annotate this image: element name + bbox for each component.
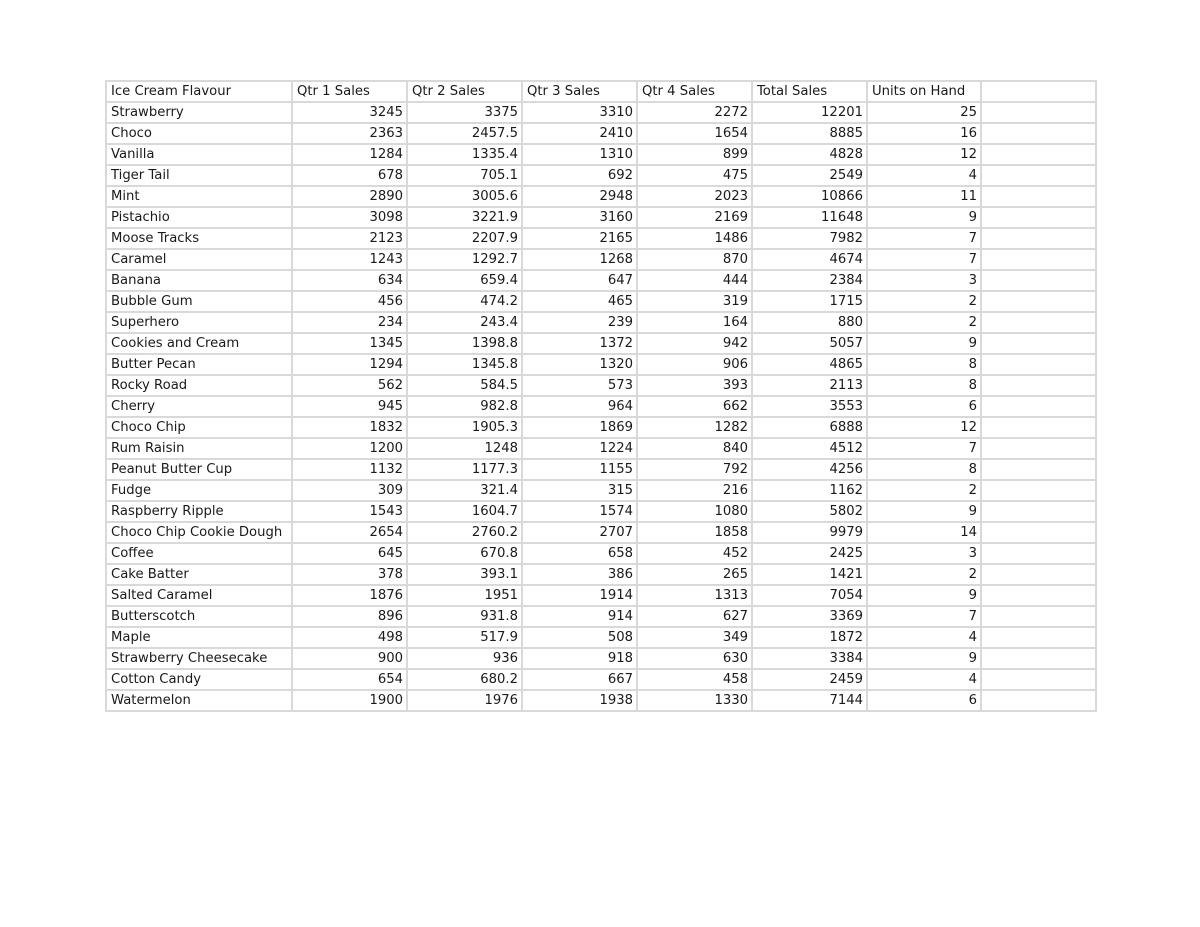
value-cell[interactable]: 4 xyxy=(867,627,981,648)
empty-cell[interactable] xyxy=(981,627,1096,648)
empty-cell[interactable] xyxy=(981,312,1096,333)
table-row xyxy=(106,501,1096,522)
value-cell[interactable]: 2 xyxy=(867,480,981,501)
flavour-cell[interactable]: Choco Chip Cookie Dough xyxy=(106,522,292,543)
value-cell[interactable]: 2457.5 xyxy=(407,123,522,144)
value-cell[interactable]: 216 xyxy=(637,480,752,501)
value-cell[interactable]: 658 xyxy=(522,543,637,564)
value-cell[interactable]: 2272 xyxy=(637,102,752,123)
value-cell[interactable]: 8 xyxy=(867,375,981,396)
value-cell[interactable]: 1155 xyxy=(522,459,637,480)
value-cell[interactable]: 9 xyxy=(867,501,981,522)
value-cell[interactable]: 349 xyxy=(637,627,752,648)
flavour-cell[interactable]: Moose Tracks xyxy=(106,228,292,249)
flavour-cell[interactable]: Cookies and Cream xyxy=(106,333,292,354)
value-cell[interactable]: 2 xyxy=(867,564,981,585)
value-cell[interactable]: 670.8 xyxy=(407,543,522,564)
value-cell[interactable]: 3384 xyxy=(752,648,867,669)
value-cell[interactable]: 12 xyxy=(867,144,981,165)
value-cell[interactable]: 2169 xyxy=(637,207,752,228)
empty-cell[interactable] xyxy=(981,501,1096,522)
column-header[interactable]: Qtr 2 Sales xyxy=(407,81,522,102)
value-cell[interactable]: 9 xyxy=(867,585,981,606)
empty-cell[interactable] xyxy=(981,165,1096,186)
value-cell[interactable]: 900 xyxy=(292,648,407,669)
value-cell[interactable]: 3005.6 xyxy=(407,186,522,207)
value-cell[interactable]: 1869 xyxy=(522,417,637,438)
value-cell[interactable]: 2890 xyxy=(292,186,407,207)
value-cell[interactable]: 2123 xyxy=(292,228,407,249)
flavour-cell[interactable]: Watermelon xyxy=(106,690,292,711)
flavour-cell[interactable]: Rum Raisin xyxy=(106,438,292,459)
empty-cell[interactable] xyxy=(981,123,1096,144)
value-cell[interactable]: 2410 xyxy=(522,123,637,144)
value-cell[interactable]: 1876 xyxy=(292,585,407,606)
empty-cell[interactable] xyxy=(981,459,1096,480)
value-cell[interactable]: 6 xyxy=(867,396,981,417)
value-cell[interactable]: 1905.3 xyxy=(407,417,522,438)
value-cell[interactable]: 3221.9 xyxy=(407,207,522,228)
value-cell[interactable]: 2 xyxy=(867,291,981,312)
value-cell[interactable]: 444 xyxy=(637,270,752,291)
value-cell[interactable]: 627 xyxy=(637,606,752,627)
value-cell[interactable]: 899 xyxy=(637,144,752,165)
table-row xyxy=(106,123,1096,144)
flavour-cell[interactable]: Raspberry Ripple xyxy=(106,501,292,522)
value-cell[interactable]: 840 xyxy=(637,438,752,459)
value-cell[interactable]: 1268 xyxy=(522,249,637,270)
table-row xyxy=(106,522,1096,543)
empty-cell[interactable] xyxy=(981,543,1096,564)
value-cell[interactable]: 1421 xyxy=(752,564,867,585)
flavour-cell[interactable]: Strawberry Cheesecake xyxy=(106,648,292,669)
value-cell[interactable]: 918 xyxy=(522,648,637,669)
table-row xyxy=(106,606,1096,627)
flavour-cell[interactable]: Rocky Road xyxy=(106,375,292,396)
value-cell[interactable]: 2165 xyxy=(522,228,637,249)
flavour-cell[interactable]: Butterscotch xyxy=(106,606,292,627)
value-cell[interactable]: 517.9 xyxy=(407,627,522,648)
flavour-cell[interactable]: Tiger Tail xyxy=(106,165,292,186)
value-cell[interactable]: 562 xyxy=(292,375,407,396)
value-cell[interactable]: 4828 xyxy=(752,144,867,165)
value-cell[interactable]: 1132 xyxy=(292,459,407,480)
value-cell[interactable]: 1604.7 xyxy=(407,501,522,522)
empty-cell[interactable] xyxy=(981,186,1096,207)
value-cell[interactable]: 4674 xyxy=(752,249,867,270)
value-cell[interactable]: 164 xyxy=(637,312,752,333)
value-cell[interactable]: 667 xyxy=(522,669,637,690)
flavour-cell[interactable]: Mint xyxy=(106,186,292,207)
empty-cell[interactable] xyxy=(981,564,1096,585)
value-cell[interactable]: 1654 xyxy=(637,123,752,144)
value-cell[interactable]: 8885 xyxy=(752,123,867,144)
table-row xyxy=(106,459,1096,480)
flavour-cell[interactable]: Cotton Candy xyxy=(106,669,292,690)
value-cell[interactable]: 7054 xyxy=(752,585,867,606)
value-cell[interactable]: 456 xyxy=(292,291,407,312)
value-cell[interactable]: 1320 xyxy=(522,354,637,375)
table-row xyxy=(106,207,1096,228)
value-cell[interactable]: 1938 xyxy=(522,690,637,711)
value-cell[interactable]: 1292.7 xyxy=(407,249,522,270)
value-cell[interactable]: 2948 xyxy=(522,186,637,207)
value-cell[interactable]: 584.5 xyxy=(407,375,522,396)
value-cell[interactable]: 16 xyxy=(867,123,981,144)
value-cell[interactable]: 2654 xyxy=(292,522,407,543)
value-cell[interactable]: 475 xyxy=(637,165,752,186)
empty-cell[interactable] xyxy=(981,438,1096,459)
value-cell[interactable]: 4256 xyxy=(752,459,867,480)
value-cell[interactable]: 692 xyxy=(522,165,637,186)
empty-cell[interactable] xyxy=(981,417,1096,438)
table-row xyxy=(106,627,1096,648)
value-cell[interactable]: 458 xyxy=(637,669,752,690)
empty-cell[interactable] xyxy=(981,333,1096,354)
value-cell[interactable]: 25 xyxy=(867,102,981,123)
empty-cell[interactable] xyxy=(981,522,1096,543)
value-cell[interactable]: 9 xyxy=(867,207,981,228)
value-cell[interactable]: 659.4 xyxy=(407,270,522,291)
value-cell[interactable]: 2363 xyxy=(292,123,407,144)
value-cell[interactable]: 11 xyxy=(867,186,981,207)
table-row xyxy=(106,396,1096,417)
table-row xyxy=(106,270,1096,291)
value-cell[interactable]: 880 xyxy=(752,312,867,333)
value-cell[interactable]: 945 xyxy=(292,396,407,417)
value-cell[interactable]: 2384 xyxy=(752,270,867,291)
empty-cell[interactable] xyxy=(981,207,1096,228)
value-cell[interactable]: 7 xyxy=(867,438,981,459)
flavour-cell[interactable]: Butter Pecan xyxy=(106,354,292,375)
value-cell[interactable]: 2023 xyxy=(637,186,752,207)
value-cell[interactable]: 234 xyxy=(292,312,407,333)
flavour-cell[interactable]: Strawberry xyxy=(106,102,292,123)
flavour-cell[interactable]: Maple xyxy=(106,627,292,648)
value-cell[interactable]: 6888 xyxy=(752,417,867,438)
value-cell[interactable]: 1224 xyxy=(522,438,637,459)
empty-cell[interactable] xyxy=(981,291,1096,312)
value-cell[interactable]: 1832 xyxy=(292,417,407,438)
value-cell[interactable]: 243.4 xyxy=(407,312,522,333)
value-cell[interactable]: 1330 xyxy=(637,690,752,711)
value-cell[interactable]: 2425 xyxy=(752,543,867,564)
flavour-cell[interactable]: Choco xyxy=(106,123,292,144)
table-row xyxy=(106,102,1096,123)
value-cell[interactable]: 1900 xyxy=(292,690,407,711)
empty-cell[interactable] xyxy=(981,585,1096,606)
empty-cell[interactable] xyxy=(981,690,1096,711)
value-cell[interactable]: 3 xyxy=(867,543,981,564)
value-cell[interactable]: 7144 xyxy=(752,690,867,711)
value-cell[interactable]: 386 xyxy=(522,564,637,585)
value-cell[interactable]: 319 xyxy=(637,291,752,312)
value-cell[interactable]: 9979 xyxy=(752,522,867,543)
value-cell[interactable]: 1294 xyxy=(292,354,407,375)
value-cell[interactable]: 1335.4 xyxy=(407,144,522,165)
value-cell[interactable]: 3375 xyxy=(407,102,522,123)
table-row xyxy=(106,249,1096,270)
value-cell[interactable]: 634 xyxy=(292,270,407,291)
value-cell[interactable]: 474.2 xyxy=(407,291,522,312)
spreadsheet xyxy=(105,80,1097,712)
value-cell[interactable]: 393.1 xyxy=(407,564,522,585)
value-cell[interactable]: 9 xyxy=(867,648,981,669)
table-row xyxy=(106,333,1096,354)
value-cell[interactable]: 1398.8 xyxy=(407,333,522,354)
value-cell[interactable]: 378 xyxy=(292,564,407,585)
value-cell[interactable]: 498 xyxy=(292,627,407,648)
table-row xyxy=(106,291,1096,312)
value-cell[interactable]: 1200 xyxy=(292,438,407,459)
flavour-cell[interactable]: Fudge xyxy=(106,480,292,501)
empty-cell[interactable] xyxy=(981,480,1096,501)
value-cell[interactable]: 2207.9 xyxy=(407,228,522,249)
value-cell[interactable]: 942 xyxy=(637,333,752,354)
value-cell[interactable]: 705.1 xyxy=(407,165,522,186)
column-header[interactable]: Qtr 3 Sales xyxy=(522,81,637,102)
value-cell[interactable]: 3369 xyxy=(752,606,867,627)
value-cell[interactable]: 906 xyxy=(637,354,752,375)
empty-cell[interactable] xyxy=(981,375,1096,396)
value-cell[interactable]: 1282 xyxy=(637,417,752,438)
value-cell[interactable]: 8 xyxy=(867,354,981,375)
value-cell[interactable]: 1914 xyxy=(522,585,637,606)
value-cell[interactable]: 1080 xyxy=(637,501,752,522)
empty-cell[interactable] xyxy=(981,102,1096,123)
empty-cell[interactable] xyxy=(981,669,1096,690)
table-row xyxy=(106,480,1096,501)
value-cell[interactable]: 654 xyxy=(292,669,407,690)
flavour-cell[interactable]: Cake Batter xyxy=(106,564,292,585)
value-cell[interactable]: 1177.3 xyxy=(407,459,522,480)
value-cell[interactable]: 573 xyxy=(522,375,637,396)
value-cell[interactable]: 239 xyxy=(522,312,637,333)
flavour-cell[interactable]: Peanut Butter Cup xyxy=(106,459,292,480)
value-cell[interactable]: 3 xyxy=(867,270,981,291)
value-cell[interactable]: 680.2 xyxy=(407,669,522,690)
value-cell[interactable]: 2760.2 xyxy=(407,522,522,543)
value-cell[interactable]: 1345 xyxy=(292,333,407,354)
value-cell[interactable]: 645 xyxy=(292,543,407,564)
value-cell[interactable]: 792 xyxy=(637,459,752,480)
table-row xyxy=(106,375,1096,396)
value-cell[interactable]: 1162 xyxy=(752,480,867,501)
value-cell[interactable]: 4 xyxy=(867,165,981,186)
header-row xyxy=(106,81,1096,102)
value-cell[interactable]: 647 xyxy=(522,270,637,291)
value-cell[interactable]: 678 xyxy=(292,165,407,186)
value-cell[interactable]: 14 xyxy=(867,522,981,543)
empty-cell[interactable] xyxy=(981,606,1096,627)
value-cell[interactable]: 1872 xyxy=(752,627,867,648)
table-row xyxy=(106,144,1096,165)
value-cell[interactable]: 1543 xyxy=(292,501,407,522)
flavour-cell[interactable]: Pistachio xyxy=(106,207,292,228)
value-cell[interactable]: 982.8 xyxy=(407,396,522,417)
value-cell[interactable]: 4512 xyxy=(752,438,867,459)
value-cell[interactable]: 2707 xyxy=(522,522,637,543)
value-cell[interactable]: 870 xyxy=(637,249,752,270)
value-cell[interactable]: 1310 xyxy=(522,144,637,165)
flavour-cell[interactable]: Choco Chip xyxy=(106,417,292,438)
flavour-cell[interactable]: Coffee xyxy=(106,543,292,564)
value-cell[interactable]: 12201 xyxy=(752,102,867,123)
value-cell[interactable]: 508 xyxy=(522,627,637,648)
value-cell[interactable]: 3098 xyxy=(292,207,407,228)
value-cell[interactable]: 4 xyxy=(867,669,981,690)
value-cell[interactable]: 1248 xyxy=(407,438,522,459)
value-cell[interactable]: 452 xyxy=(637,543,752,564)
column-header[interactable]: Total Sales xyxy=(752,81,867,102)
value-cell[interactable]: 3553 xyxy=(752,396,867,417)
flavour-cell[interactable]: Cherry xyxy=(106,396,292,417)
empty-cell[interactable] xyxy=(981,396,1096,417)
value-cell[interactable]: 7982 xyxy=(752,228,867,249)
table-row xyxy=(106,312,1096,333)
value-cell[interactable]: 914 xyxy=(522,606,637,627)
value-cell[interactable]: 1951 xyxy=(407,585,522,606)
table-row xyxy=(106,669,1096,690)
value-cell[interactable]: 2459 xyxy=(752,669,867,690)
value-cell[interactable]: 3310 xyxy=(522,102,637,123)
value-cell[interactable]: 321.4 xyxy=(407,480,522,501)
value-cell[interactable]: 2113 xyxy=(752,375,867,396)
value-cell[interactable]: 1574 xyxy=(522,501,637,522)
value-cell[interactable]: 896 xyxy=(292,606,407,627)
value-cell[interactable]: 1284 xyxy=(292,144,407,165)
value-cell[interactable]: 1345.8 xyxy=(407,354,522,375)
value-cell[interactable]: 7 xyxy=(867,249,981,270)
value-cell[interactable]: 7 xyxy=(867,228,981,249)
column-header[interactable]: Qtr 1 Sales xyxy=(292,81,407,102)
value-cell[interactable]: 2549 xyxy=(752,165,867,186)
empty-cell[interactable] xyxy=(981,144,1096,165)
sales-table xyxy=(105,80,1097,712)
value-cell[interactable]: 936 xyxy=(407,648,522,669)
value-cell[interactable]: 12 xyxy=(867,417,981,438)
value-cell[interactable]: 315 xyxy=(522,480,637,501)
value-cell[interactable]: 7 xyxy=(867,606,981,627)
value-cell[interactable]: 9 xyxy=(867,333,981,354)
empty-cell[interactable] xyxy=(981,648,1096,669)
value-cell[interactable]: 1976 xyxy=(407,690,522,711)
value-cell[interactable]: 465 xyxy=(522,291,637,312)
table-row xyxy=(106,438,1096,459)
table-row xyxy=(106,585,1096,606)
empty-cell[interactable] xyxy=(981,354,1096,375)
table-row xyxy=(106,417,1096,438)
value-cell[interactable]: 8 xyxy=(867,459,981,480)
flavour-cell[interactable]: Superhero xyxy=(106,312,292,333)
column-header[interactable]: Qtr 4 Sales xyxy=(637,81,752,102)
table-row xyxy=(106,354,1096,375)
value-cell[interactable]: 1715 xyxy=(752,291,867,312)
table-row xyxy=(106,186,1096,207)
value-cell[interactable]: 1486 xyxy=(637,228,752,249)
value-cell[interactable]: 931.8 xyxy=(407,606,522,627)
value-cell[interactable]: 265 xyxy=(637,564,752,585)
table-row xyxy=(106,543,1096,564)
value-cell[interactable]: 3245 xyxy=(292,102,407,123)
value-cell[interactable]: 4865 xyxy=(752,354,867,375)
value-cell[interactable]: 6 xyxy=(867,690,981,711)
empty-cell[interactable] xyxy=(981,270,1096,291)
empty-cell[interactable] xyxy=(981,228,1096,249)
flavour-cell[interactable]: Bubble Gum xyxy=(106,291,292,312)
flavour-cell[interactable]: Banana xyxy=(106,270,292,291)
value-cell[interactable]: 964 xyxy=(522,396,637,417)
value-cell[interactable]: 1243 xyxy=(292,249,407,270)
value-cell[interactable]: 10866 xyxy=(752,186,867,207)
table-row xyxy=(106,228,1096,249)
flavour-cell[interactable]: Salted Caramel xyxy=(106,585,292,606)
flavour-cell[interactable]: Caramel xyxy=(106,249,292,270)
table-row xyxy=(106,690,1096,711)
value-cell[interactable]: 3160 xyxy=(522,207,637,228)
column-header[interactable] xyxy=(981,81,1096,102)
value-cell[interactable]: 630 xyxy=(637,648,752,669)
column-header[interactable]: Units on Hand xyxy=(867,81,981,102)
table-row xyxy=(106,564,1096,585)
value-cell[interactable]: 11648 xyxy=(752,207,867,228)
value-cell[interactable]: 393 xyxy=(637,375,752,396)
table-row xyxy=(106,165,1096,186)
flavour-cell[interactable]: Vanilla xyxy=(106,144,292,165)
value-cell[interactable]: 5802 xyxy=(752,501,867,522)
value-cell[interactable]: 2 xyxy=(867,312,981,333)
value-cell[interactable]: 309 xyxy=(292,480,407,501)
table-row xyxy=(106,648,1096,669)
empty-cell[interactable] xyxy=(981,249,1096,270)
value-cell[interactable]: 5057 xyxy=(752,333,867,354)
value-cell[interactable]: 662 xyxy=(637,396,752,417)
value-cell[interactable]: 1858 xyxy=(637,522,752,543)
value-cell[interactable]: 1372 xyxy=(522,333,637,354)
value-cell[interactable]: 1313 xyxy=(637,585,752,606)
column-header[interactable]: Ice Cream Flavour xyxy=(106,81,292,102)
